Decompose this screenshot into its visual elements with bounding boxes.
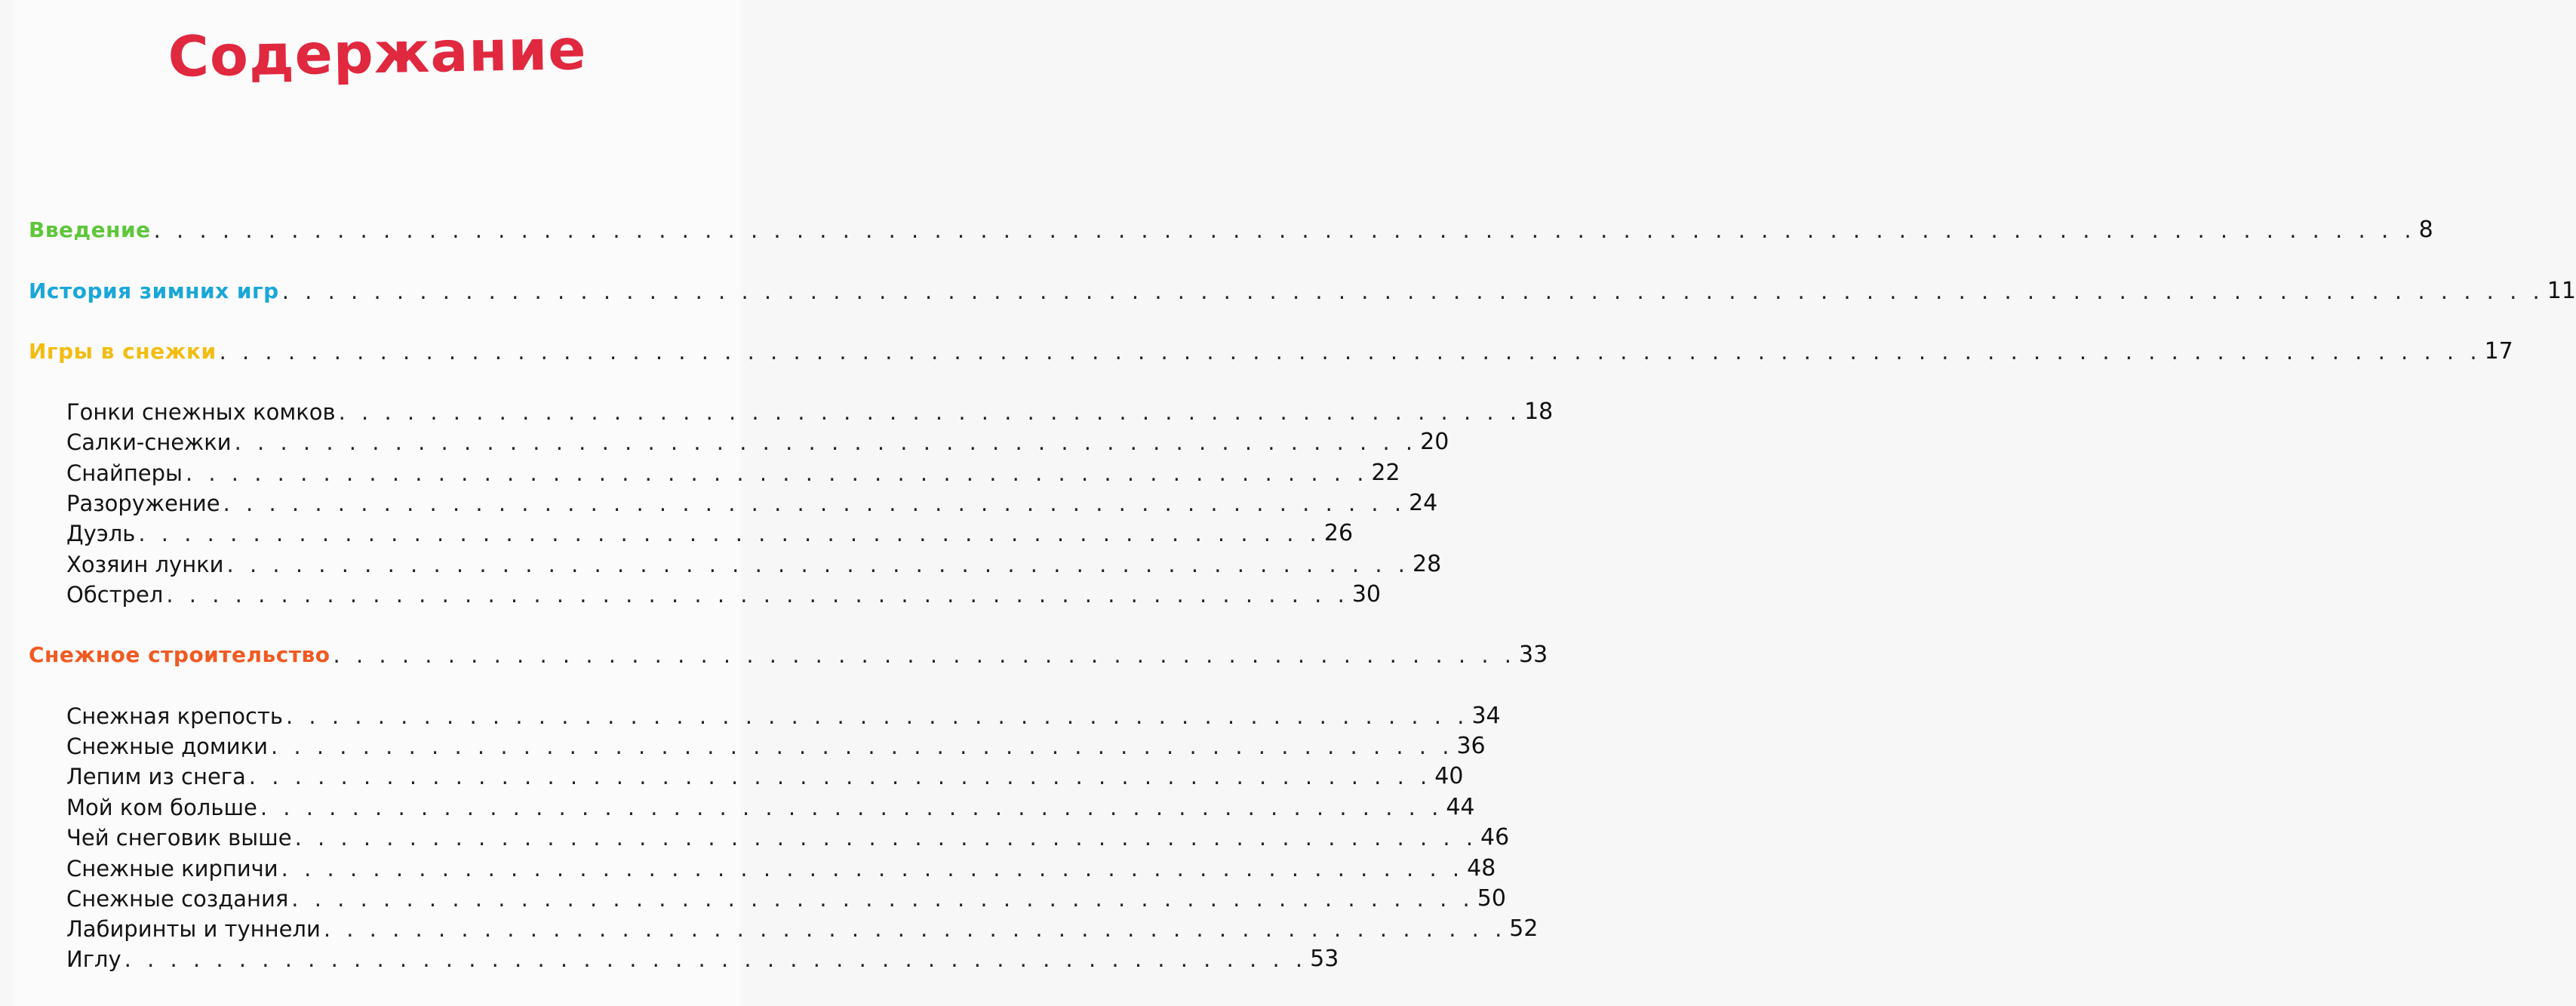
- toc-section-history[interactable]: [0, 274, 2576, 304]
- leader-dots: . . . . . . . . . . . . . . . . . . . . . . . . . . . . . . . . . . . . . . . . . . . . . . . . . . . .: [185, 460, 1369, 486]
- leader-dots: . . . . . . . . . . . . . . . . . . . . . . . . . . . . . . . . . . . . . . . . . . . . . . . . . . . .: [291, 886, 1474, 912]
- page-number: 40: [1434, 763, 1464, 789]
- leader-dots: . . . . . . . . . . . . . . . . . . . . . . . . . . . . . . . . . . . . . . . . . . . . . . . . . . . .: [260, 795, 1443, 820]
- item-label: Чей снеговик выше: [66, 825, 292, 851]
- leader-dots: . . . . . . . . . . . . . . . . . . . . . . . . . . . . . . . . . . . . . . . . . . . . . . . . . . . . . . . . . . . . . . . . . . . . . . . . . . . . . . . . . . . . . . . . . . . . . . . . . . .: [281, 278, 2544, 304]
- toc-item[interactable]: [0, 790, 1475, 820]
- leader-dots: . . . . . . . . . . . . . . . . . . . . . . . . . . . . . . . . . . . . . . . . . . . . . . . . . . . .: [294, 825, 1478, 851]
- section-label: Введение: [29, 217, 151, 242]
- leader-dots: . . . . . . . . . . . . . . . . . . . . . . . . . . . . . . . . . . . . . . . . . . . . . . . . . . . .: [333, 642, 1516, 668]
- page-number: 22: [1371, 460, 1400, 486]
- page-number: 17: [2484, 338, 2513, 365]
- toc-item[interactable]: [0, 942, 1339, 972]
- toc-item[interactable]: [0, 912, 1539, 942]
- leader-dots: . . . . . . . . . . . . . . . . . . . . . . . . . . . . . . . . . . . . . . . . . . . . . . . . . . . .: [338, 399, 1522, 425]
- item-label: Лабиринты и туннели: [66, 916, 321, 942]
- leader-dots: . . . . . . . . . . . . . . . . . . . . . . . . . . . . . . . . . . . . . . . . . . . . . . . . . . . .: [124, 946, 1308, 972]
- page-title: Содержание: [167, 17, 588, 90]
- toc-item[interactable]: [0, 547, 1442, 577]
- leader-dots: . . . . . . . . . . . . . . . . . . . . . . . . . . . . . . . . . . . . . . . . . . . . . . . . . . . .: [226, 552, 1410, 577]
- toc-section-building[interactable]: [0, 638, 1548, 668]
- item-label: Снайперы: [66, 460, 183, 486]
- item-label: Хозяин лунки: [66, 552, 224, 577]
- page-number: 11: [2547, 278, 2576, 304]
- item-label: Лепим из снега: [66, 764, 246, 789]
- toc-item[interactable]: [0, 425, 1449, 455]
- page-number: 18: [1524, 398, 1554, 425]
- toc-section-snowballs[interactable]: [0, 334, 2513, 365]
- toc-item[interactable]: [0, 851, 1496, 881]
- item-label: Снежные кирпичи: [66, 856, 278, 881]
- page-number: 46: [1480, 824, 1510, 851]
- toc-item[interactable]: [0, 699, 1501, 729]
- leader-dots: . . . . . . . . . . . . . . . . . . . . . . . . . . . . . . . . . . . . . . . . . . . . . . . . . . . .: [166, 582, 1349, 608]
- toc-item[interactable]: [0, 486, 1438, 516]
- leader-dots: . . . . . . . . . . . . . . . . . . . . . . . . . . . . . . . . . . . . . . . . . . . . . . . . . . . .: [234, 429, 1418, 455]
- leader-dots: . . . . . . . . . . . . . . . . . . . . . . . . . . . . . . . . . . . . . . . . . . . . . . . . . . . .: [248, 764, 1432, 789]
- item-label: Снежные домики: [66, 734, 268, 759]
- toc-item[interactable]: [0, 516, 1354, 546]
- leader-dots: . . . . . . . . . . . . . . . . . . . . . . . . . . . . . . . . . . . . . . . . . . . . . . . . . . . .: [223, 491, 1406, 516]
- leader-dots: . . . . . . . . . . . . . . . . . . . . . . . . . . . . . . . . . . . . . . . . . . . . . . . . . . . .: [285, 703, 1469, 729]
- toc-item[interactable]: [0, 759, 1464, 789]
- toc-item[interactable]: [0, 881, 1506, 912]
- page-number: 48: [1467, 855, 1496, 881]
- page-number: 8: [2418, 217, 2433, 243]
- page-number: 28: [1412, 551, 1442, 577]
- page-number: 20: [1420, 429, 1449, 455]
- page-number: 36: [1456, 733, 1486, 759]
- toc-section-intro[interactable]: [0, 213, 2433, 243]
- item-label: Снежные создания: [66, 886, 289, 912]
- page-number: 50: [1477, 885, 1506, 912]
- section-label: Снежное строительство: [29, 642, 330, 667]
- section-label: Игры в снежки: [29, 339, 217, 364]
- item-label: Мой ком больше: [66, 795, 257, 820]
- page-number: 34: [1471, 703, 1501, 729]
- page-number: 26: [1323, 520, 1354, 546]
- toc-item[interactable]: [0, 577, 1382, 608]
- item-label: Иглу: [66, 946, 121, 972]
- toc-item[interactable]: [0, 820, 1510, 851]
- page-number: 44: [1446, 794, 1475, 820]
- item-label: Гонки снежных комков: [66, 399, 336, 425]
- item-label: Снежная крепость: [66, 703, 283, 729]
- toc-item[interactable]: [0, 395, 1554, 425]
- leader-dots: . . . . . . . . . . . . . . . . . . . . . . . . . . . . . . . . . . . . . . . . . . . . . . . . . . . . . . . . . . . . . . . . . . . . . . . . . . . . . . . . . . . . . . . . . . . . . . . . . . .: [153, 217, 2416, 243]
- page-number: 33: [1519, 641, 1548, 668]
- page-number: 24: [1409, 490, 1438, 516]
- leader-dots: . . . . . . . . . . . . . . . . . . . . . . . . . . . . . . . . . . . . . . . . . . . . . . . . . . . .: [270, 734, 1454, 759]
- leader-dots: . . . . . . . . . . . . . . . . . . . . . . . . . . . . . . . . . . . . . . . . . . . . . . . . . . . .: [138, 521, 1321, 546]
- item-label: Дуэль: [66, 521, 136, 546]
- toc-item[interactable]: [0, 729, 1486, 759]
- toc-item[interactable]: [0, 456, 1400, 486]
- item-label: Разоружение: [66, 491, 220, 516]
- item-label: Салки-снежки: [66, 429, 232, 455]
- section-label: История зимних игр: [29, 278, 279, 303]
- leader-dots: . . . . . . . . . . . . . . . . . . . . . . . . . . . . . . . . . . . . . . . . . . . . . . . . . . . .: [323, 916, 1507, 942]
- page-number: 53: [1310, 946, 1339, 972]
- item-label: Обстрел: [66, 582, 164, 608]
- leader-dots: . . . . . . . . . . . . . . . . . . . . . . . . . . . . . . . . . . . . . . . . . . . . . . . . . . . . . . . . . . . . . . . . . . . . . . . . . . . . . . . . . . . . . . . . . . . . . . . . . . .: [219, 339, 2482, 365]
- page-number: 30: [1351, 581, 1382, 608]
- page-number: 52: [1509, 915, 1539, 942]
- leader-dots: . . . . . . . . . . . . . . . . . . . . . . . . . . . . . . . . . . . . . . . . . . . . . . . . . . . .: [281, 856, 1465, 881]
